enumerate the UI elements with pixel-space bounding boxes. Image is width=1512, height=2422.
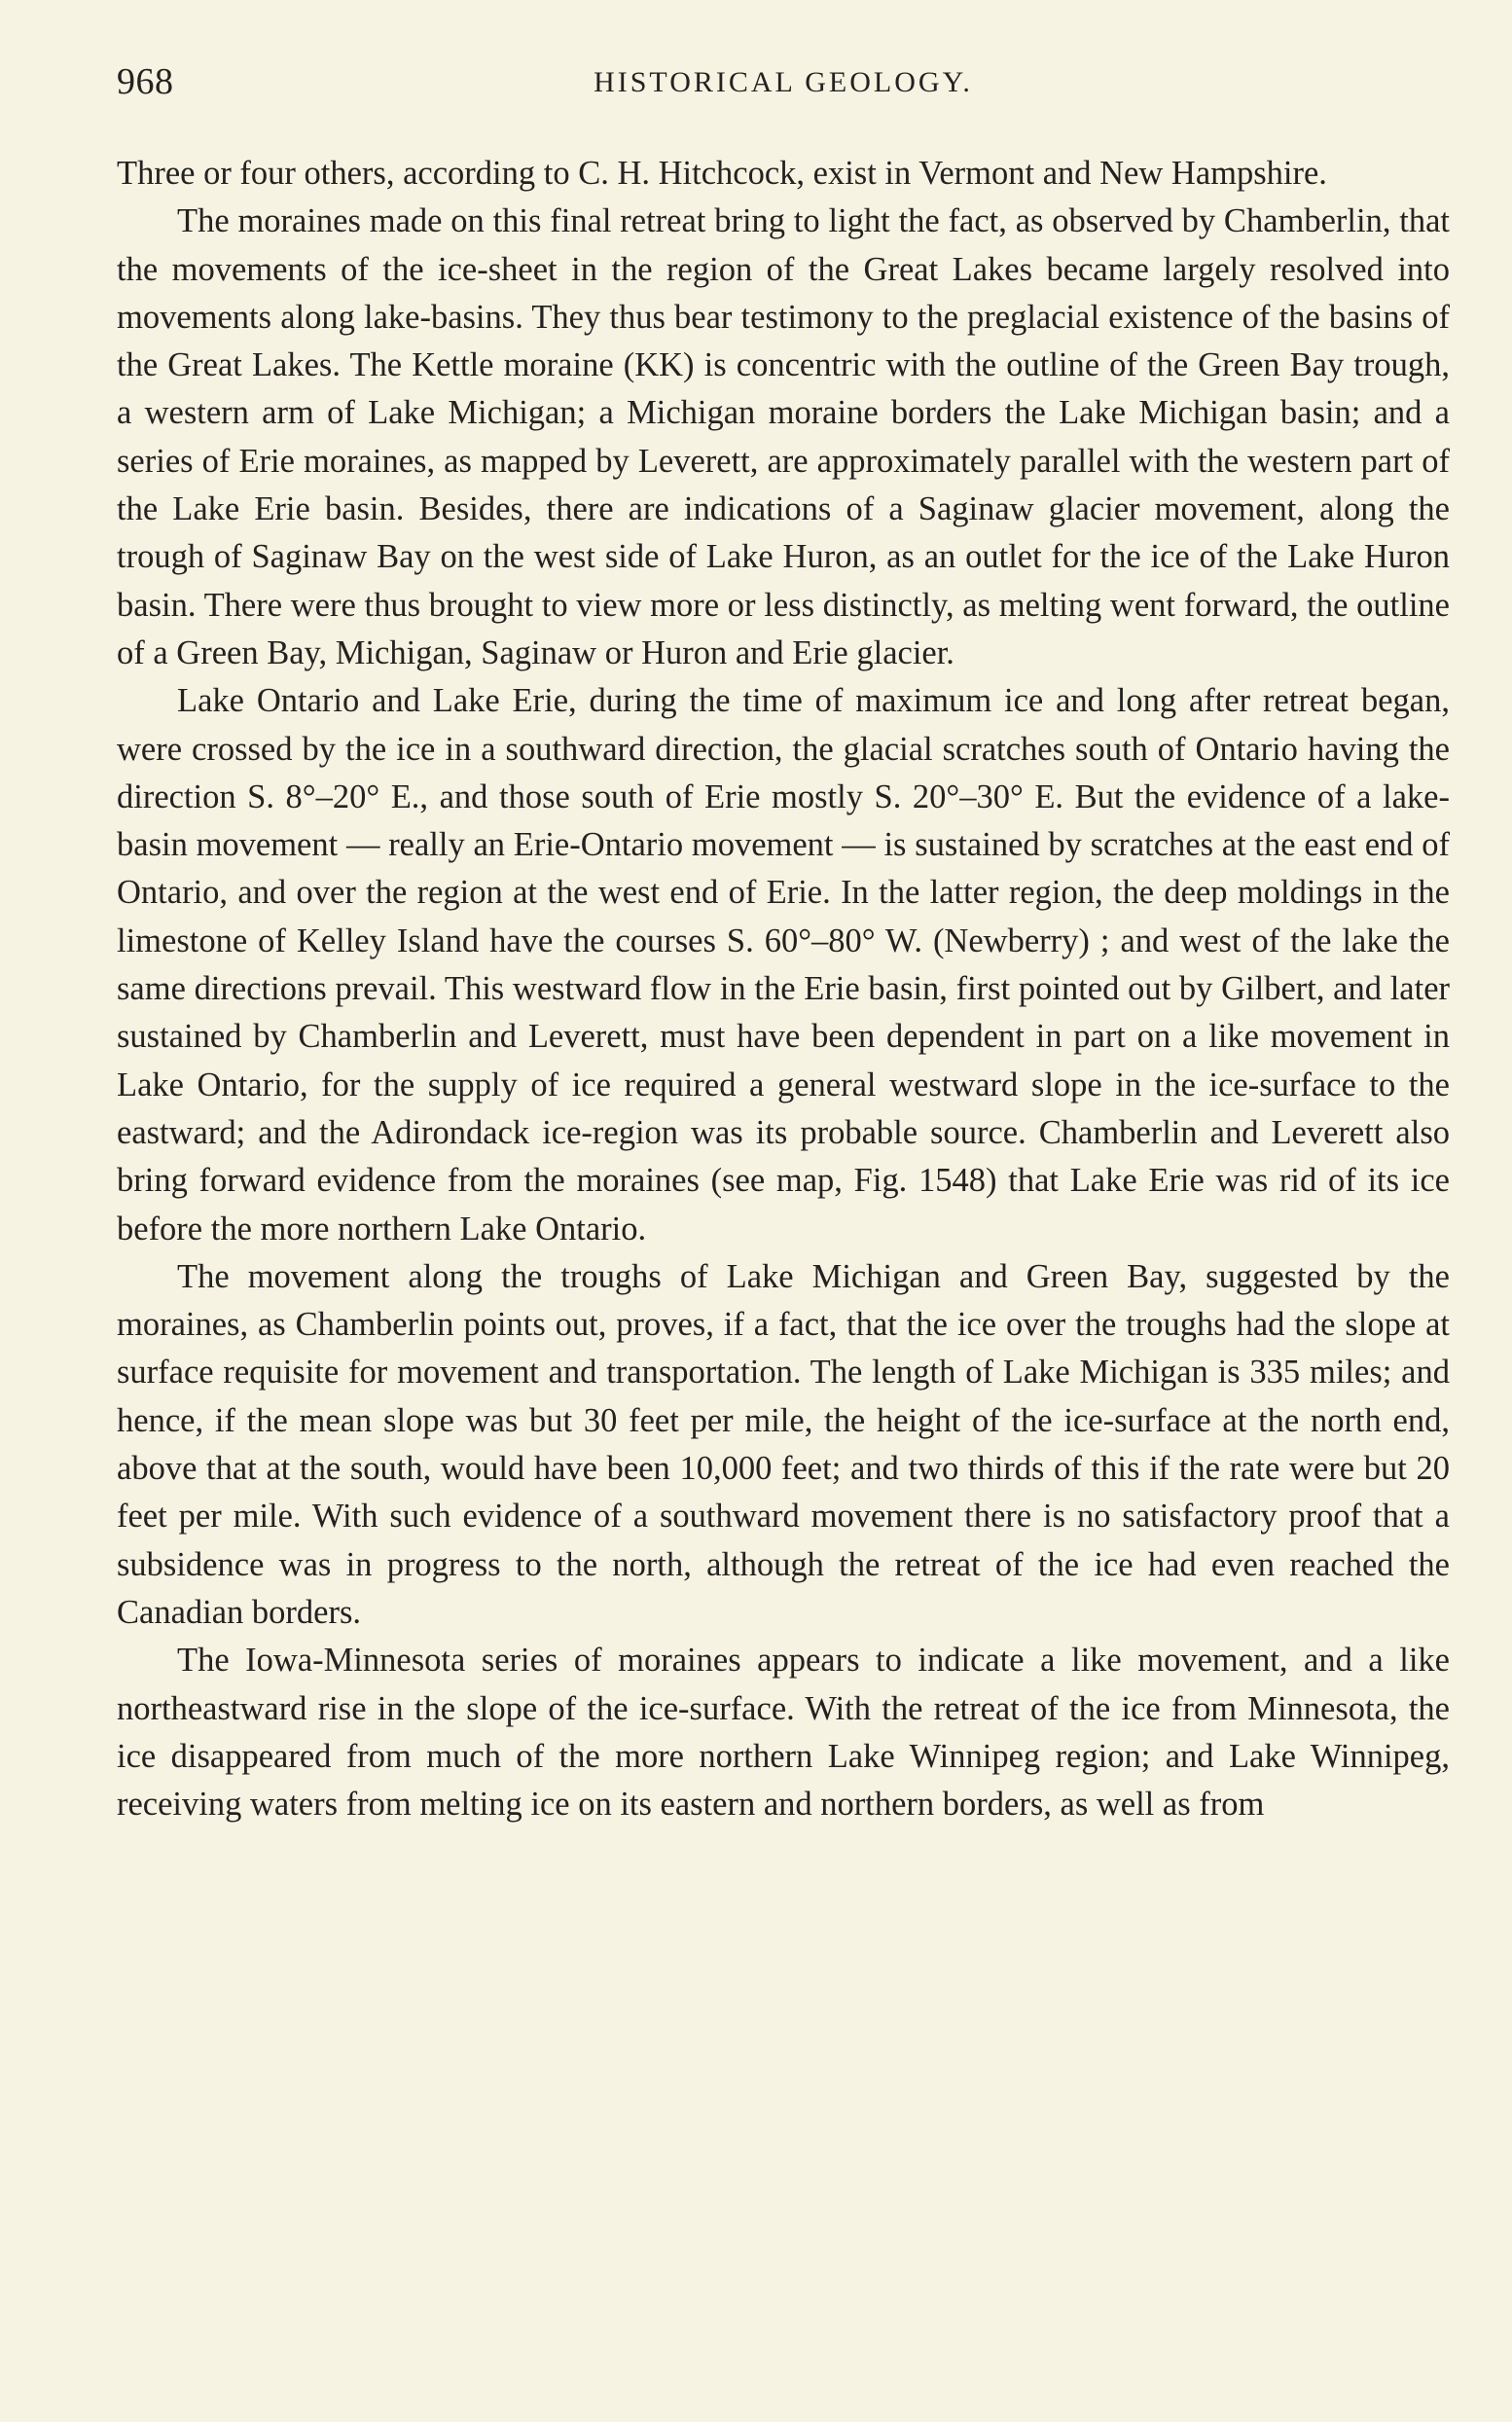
paragraph-ontario-erie: Lake Ontario and Lake Erie, during the time of maximum ice and long after retreat began, were crossed by the ice in a southward direction, the glacial scratches south of Ontario having the direction S. 8°–20° E., and those south of Erie mostly S. 20°–30° E. But the evidence of a lake-basin movement — really an Erie-Ontario movement — is sustained by scratches at the east end of Ontario, and over the region at the west end of Erie. In the latter region, the deep moldings in the limestone of Kelley Island have the courses S. 60°–80° W. (Newberry) ; and west of the lake the same directions prevail. This westward flow in the Erie basin, first pointed out by Gilbert, and later sustained by Chamberlin and Leverett, must have been dependent in part on a like movement in Lake Ontario, for the supply of ice required a general westward slope in the ice-surface to the eastward; and the Adirondack ice-region was its probable source. Chamberlin and Leverett also bring forward evidence from the moraines (see map, Fig. 1548) that Lake Erie was rid of its ice before the more northern Lake Ontario. [117,682,1450,1247]
paragraph-iowa-minnesota: The Iowa-Minnesota series of moraines appears to indicate a like movement, and a like northeastward rise in the slope of the ice-surface. With the retreat of the ice from Minnesota, the ice disappeared from much of the more northern Lake Winnipeg region; and Lake Winnipeg, receiving waters from melting ice on its eastern and northern borders, as well as from [117,1642,1450,1824]
paragraph-michigan-troughs: The movement along the troughs of Lake Michigan and Green Bay, suggested by the moraines, as Chamberlin points out, proves, if a fact, that the ice over the troughs had the slope at surface requisite for movement and transportation. The length of Lake Michigan is 335 miles; and hence, if the mean slope was but 30 feet per mile, the height of the ice-surface at the north end, above that at the south, would have been 10,000 feet; and two thirds of this if the rate were but 20 feet per mile. With such evidence of a southward movement there is no satisfactory proof that a subsidence was in progress to the north, although the retreat of the ice had even reached the Canadian borders. [117,1257,1450,1631]
running-title: HISTORICAL GEOLOGY. [594,66,973,98]
book-page [117,56,1450,1828]
body-text [117,150,1450,1828]
page-number: 968 [117,61,174,102]
paragraph-continued: Three or four others, according to C. H. Hitchcock, exist in Vermont and New Hampshire. [117,155,1327,192]
running-head [117,56,1450,107]
paragraph-great-lakes-moraines: The moraines made on this final retreat bring to light the fact, as observed by Chamberlin, that the movements of the ice-sheet in the region of the Great Lakes became largely resolved into movements along lake-basins. They thus bear testimony to the preglacial existence of the basins of the Great Lakes. The Kettle moraine (KK) is concentric with the outline of the Green Bay trough, a western arm of Lake Michigan; a Michigan moraine borders the Lake Michigan basin; and a series of Erie moraines, as mapped by Leverett, are approximately parallel with the western part of the Lake Erie basin. Besides, there are indications of a Saginaw glacier movement, along the trough of Saginaw Bay on the west side of Lake Huron, as an outlet for the ice of the Lake Huron basin. There were thus brought to view more or less distinctly, as melting went forward, the outline of a Green Bay, Michigan, Saginaw or Huron and Erie glacier. [117,202,1450,671]
